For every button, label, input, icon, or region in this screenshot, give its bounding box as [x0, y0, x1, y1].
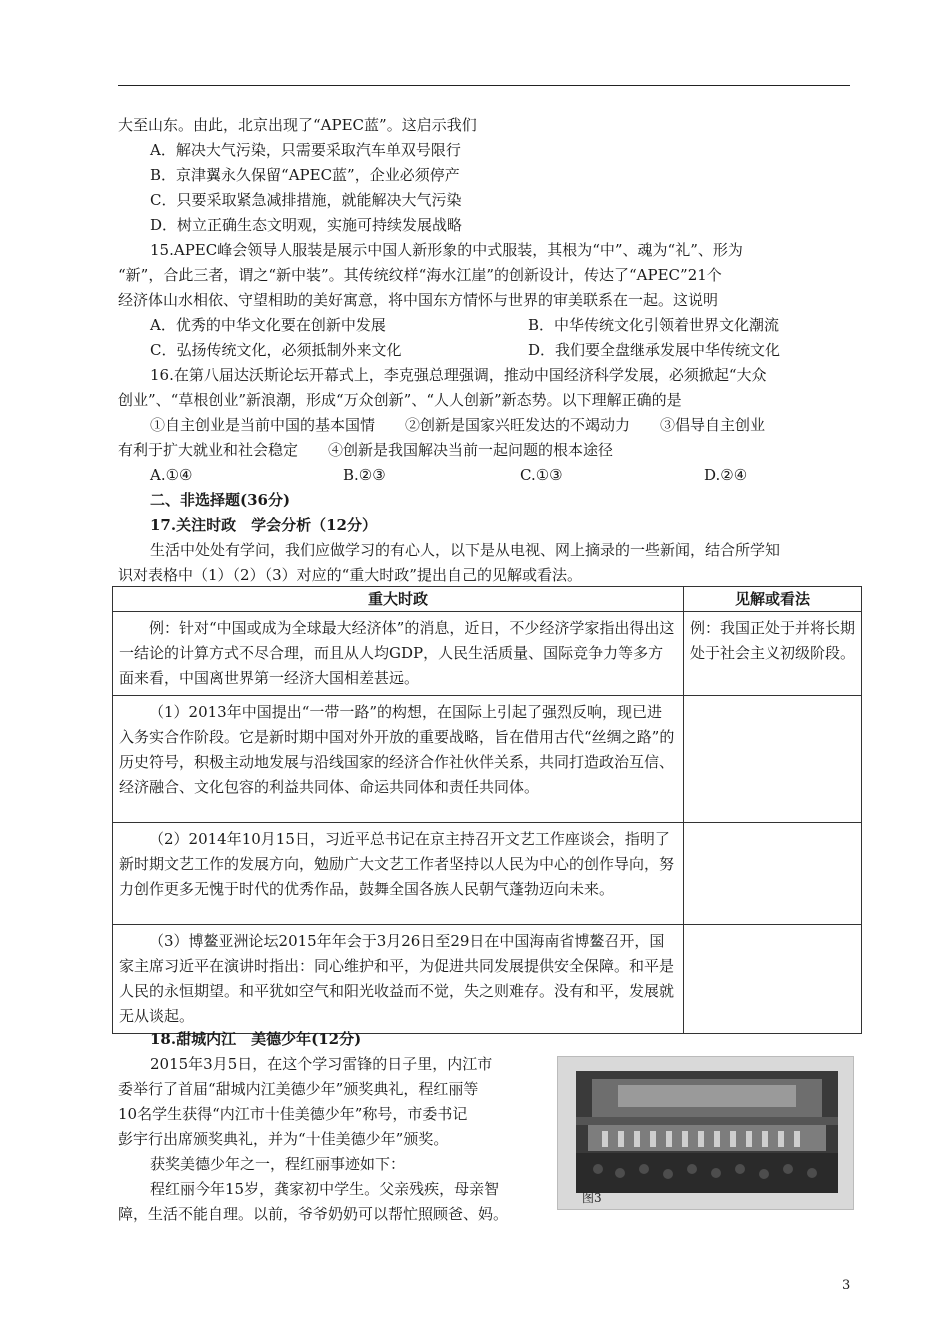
- q15-option-b: B．中华传统文化引领着世界文化潮流: [528, 316, 780, 334]
- q18-text-line2: 委举行了首届“甜城内江美德少年”颁奖典礼，程红丽等: [118, 1080, 479, 1098]
- table-header-row: [113, 587, 862, 612]
- example-event-cell: 例：针对“中国或成为全球最大经济体”的消息，近日，不少经济学家指出得出这一结论的计算方式不尽合理，而且从人均GDP，人民生活质量、国际竞争力等多方面来看，中国离世界第一经济大国相差甚远。: [113, 612, 684, 696]
- q18-text-line6: 程红丽今年15岁，龚家初中学生。父亲残疾，母亲智: [150, 1180, 500, 1198]
- q18-title: 18.甜城内江 美德少年(12分): [150, 1030, 362, 1048]
- q15-option-d: D．我们要全盘继承发展中华传统文化: [528, 341, 781, 359]
- photo-caption: 图3: [582, 1191, 602, 1205]
- item2-event-cell: （2）2014年10月15日，习近平总书记在京主持召开文艺工作座谈会，指明了新时期文艺工作的发展方向，勉励广大文艺工作者坚持以人民为中心的创作导向，努力创作更多无愧于时代的优秀作品，鼓舞全国各族人民朝气蓬勃迈向未来。: [113, 823, 684, 925]
- q18-text-line7: 障，生活不能自理。以前，爷爷奶奶可以帮忙照顾爸、妈。: [118, 1205, 509, 1223]
- q14-option-d: D．树立正确生态文明观，实施可持续发展战略: [150, 216, 463, 234]
- q16-statements-line2: 有利于扩大就业和社会稳定 ④创新是我国解决当前一起问题的根本途径: [118, 441, 614, 459]
- header-event: 重大时政: [113, 587, 684, 612]
- q14-option-a: A．解决大气污染，只需要采取汽车单双号限行: [150, 141, 461, 159]
- q17-intro-line2: 识对表格中（1）（2）（3）对应的“重大时政”提出自己的见解或看法。: [118, 566, 582, 584]
- q15-option-c: C．弘扬传统文化，必须抵制外来文化: [150, 341, 402, 359]
- header-view: 见解或看法: [684, 587, 862, 612]
- table-row: [113, 823, 862, 925]
- q17-intro-line1: 生活中处处有学问，我们应做学习的有心人，以下是从电视、网上摘录的一些新闻，结合所学知: [150, 541, 781, 559]
- item3-view-cell[interactable]: [684, 925, 862, 1034]
- q15-stem-line1: 15.APEC峰会领导人服装是展示中国人新形象的中式服装，其根为“中”、魂为“礼”、形为: [150, 241, 743, 259]
- page-number: 3: [842, 1278, 851, 1293]
- q15-stem-line3: 经济体山水相依、守望相助的美好寓意，将中国东方情怀与世界的审美联系在一起。这说明: [118, 291, 719, 309]
- table-row: [113, 612, 862, 696]
- q18-text-line4: 彭宇行出席颁奖典礼，并为“十佳美德少年”颁奖。: [118, 1130, 449, 1148]
- header-rule: [118, 85, 850, 86]
- item2-view-cell[interactable]: [684, 823, 862, 925]
- q15-option-a: A．优秀的中华文化要在创新中发展: [150, 316, 386, 334]
- q18-text-line3: 10名学生获得“内江市十佳美德少年”称号，市委书记: [118, 1105, 468, 1123]
- example-view-cell: 例：我国正处于并将长期处于社会主义初级阶段。: [684, 612, 862, 696]
- q14-stem-end: 大至山东。由此，北京出现了“APEC蓝”。这启示我们: [118, 116, 477, 134]
- q18-text-line5: 获奖美德少年之一，程红丽事迹如下：: [150, 1155, 406, 1173]
- q16-option-a: A.①④: [150, 466, 193, 484]
- q16-option-d: D.②④: [704, 466, 748, 484]
- q16-option-c: C.①③: [520, 466, 563, 484]
- q16-stem-line2: 创业”、“草根创业”新浪潮，形成“万众创新”、“人人创新”新态势。以下理解正确的是: [118, 391, 682, 409]
- award-ceremony-photo-graphic: [558, 1057, 853, 1209]
- item1-view-cell[interactable]: [684, 696, 862, 823]
- q16-stem-line1: 16.在第八届达沃斯论坛开幕式上，李克强总理强调，推动中国经济科学发展，必须掀起“大众: [150, 366, 767, 384]
- q18-text-line1: 2015年3月5日，在这个学习雷锋的日子里，内江市: [150, 1055, 493, 1073]
- award-ceremony-photo: [557, 1056, 854, 1210]
- section-2-heading: 二、非选择题(36分): [150, 491, 291, 509]
- q14-option-b: B．京津翼永久保留“APEC蓝”，企业必须停产: [150, 166, 460, 184]
- table-row: [113, 925, 862, 1034]
- q17-title: 17.关注时政 学会分析（12分）: [150, 516, 377, 534]
- q16-option-b: B.②③: [343, 466, 386, 484]
- current-affairs-table: [112, 586, 862, 1034]
- table-row: [113, 696, 862, 823]
- item1-event-cell: （1）2013年中国提出“一带一路”的构想，在国际上引起了强烈反响，现已进入务实合作阶段。它是新时期中国对外开放的重要战略，旨在借用古代“丝绸之路”的历史符号，积极主动地发展与沿线国家的经济合作社伙伴关系，共同打造政治互信、经济融合、文化包容的利益共同体、命运共同体和责任共同体。: [113, 696, 684, 823]
- q16-statements-line1: ①自主创业是当前中国的基本国情 ②创新是国家兴旺发达的不竭动力 ③倡导自主创业: [150, 416, 766, 434]
- item3-event-cell: （3）博鳌亚洲论坛2015年年会于3月26日至29日在中国海南省博鳌召开，国家主席习近平在演讲时指出：同心维护和平，为促进共同发展提供安全保障。和平是人民的永恒期望。和平犹如空气和阳光收益而不觉，失之则难存。没有和平，发展就无从谈起。: [113, 925, 684, 1034]
- q15-stem-line2: “新”，合此三者，谓之“新中装”。其传统纹样“海水江崖”的创新设计，传达了“APEC”21个: [118, 266, 722, 284]
- q14-option-c: C．只要采取紧急减排措施，就能解决大气污染: [150, 191, 462, 209]
